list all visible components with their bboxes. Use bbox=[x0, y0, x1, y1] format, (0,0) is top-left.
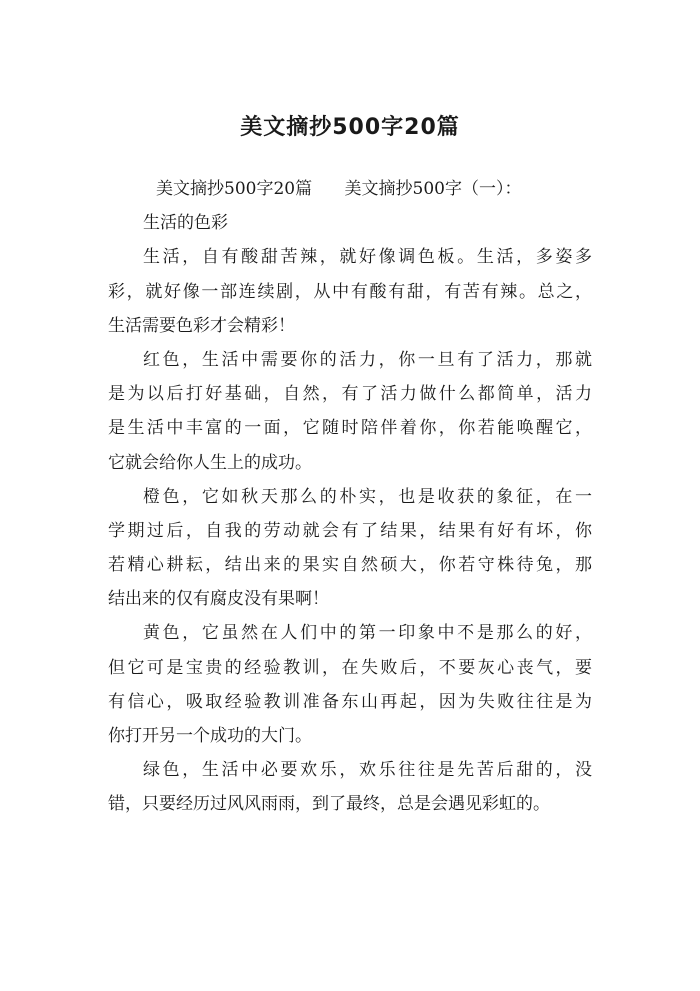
paragraph-line: 有信心，吸取经验教训准备东山再起，因为失败往往是为 bbox=[108, 691, 592, 712]
document-body bbox=[108, 172, 592, 822]
paragraph-line: 彩，就好像一部连续剧，从中有酸有甜，有苦有辣。总之， bbox=[108, 281, 592, 302]
paragraph-2 bbox=[108, 343, 592, 480]
paragraph-line: 学期过后，自我的劳动就会有了结果，结果有好有坏，你 bbox=[108, 520, 592, 541]
paragraph-line: 若精心耕耘，结出来的果实自然硕大，你若守株待兔，那 bbox=[108, 555, 592, 576]
intro-line: 美文摘抄500字20篇 美文摘抄500字（一）： bbox=[156, 179, 522, 199]
paragraph-line: 橙色，它如秋天那么的朴实，也是收获的象征，在一 bbox=[143, 486, 592, 507]
paragraph-line: 生活，自有酸甜苦辣，就好像调色板。生活，多姿多 bbox=[143, 247, 592, 268]
paragraph-line: 是生活中丰富的一面，它随时陪伴着你，你若能唤醒它， bbox=[108, 418, 592, 439]
paragraph-line: 生活需要色彩才会精彩！ bbox=[108, 315, 295, 336]
paragraph-3 bbox=[108, 480, 592, 617]
paragraph-line: 错，只要经历过风风雨雨，到了最终，总是会遇见彩虹的。 bbox=[108, 794, 550, 815]
paragraph-line: 但它可是宝贵的经验教训，在失败后，不要灰心丧气，要 bbox=[108, 657, 592, 678]
paragraph-5 bbox=[108, 753, 592, 821]
paragraph-line: 它就会给你人生上的成功。 bbox=[108, 452, 312, 473]
paragraph-line: 你打开另一个成功的大门。 bbox=[108, 726, 312, 746]
paragraph-4 bbox=[108, 616, 592, 753]
paragraph-line: 绿色，生活中必要欢乐，欢乐往往是先苦后甜的，没 bbox=[143, 760, 592, 781]
section-subtitle: 生活的色彩 bbox=[143, 213, 228, 234]
paragraph-line: 红色，生活中需要你的活力，你一旦有了活力，那就 bbox=[143, 349, 592, 370]
paragraph-line: 是为以后打好基础，自然，有了活力做什么都简单，活力 bbox=[108, 384, 592, 405]
document-title: 美文摘抄500字20篇 bbox=[240, 115, 460, 140]
paragraph-line: 结出来的仅有腐皮没有果啊！ bbox=[108, 589, 329, 610]
paragraph-line: 黄色，它虽然在人们中的第一印象中不是那么的好， bbox=[143, 623, 592, 644]
paragraph-1 bbox=[108, 240, 592, 343]
